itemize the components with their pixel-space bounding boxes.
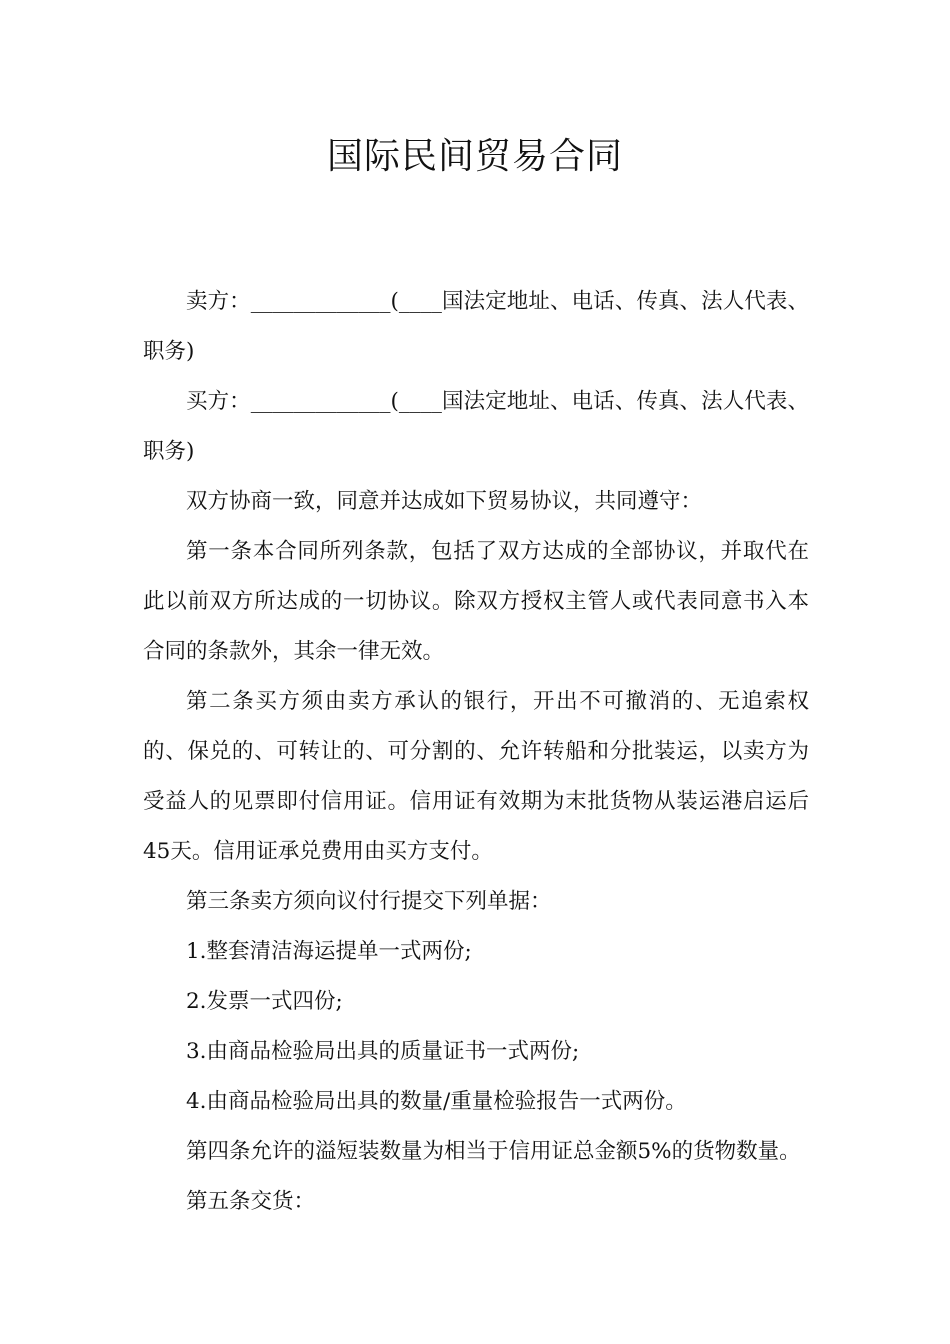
document-body — [143, 277, 809, 1227]
document-title: 国际民间贸易合同 — [326, 136, 623, 177]
article-1-paragraph: 第一条本合同所列条款，包括了双方达成的全部协议，并取代在此以前双方所达成的一切协议。除双方授权主管人或代表同意书入本合同的条款外，其余一律无效。 — [143, 539, 809, 664]
buyer-info-paragraph: 买方：_____________(____国法定地址、电话、传真、法人代表、职务) — [143, 389, 809, 464]
seller-info-paragraph: 卖方：_____________(____国法定地址、电话、传真、法人代表、职务) — [143, 289, 809, 364]
agreement-intro-paragraph: 双方协商一致，同意并达成如下贸易协议，共同遵守： — [186, 489, 703, 514]
document-list-item-4: 4.由商品检验局出具的数量/重量检验报告一式两份。 — [186, 1089, 687, 1114]
article-3-paragraph: 第三条卖方须向议付行提交下列单据： — [186, 889, 552, 914]
document-list-item-2: 2.发票一式四份; — [186, 989, 343, 1014]
document-list-item-1: 1.整套清洁海运提单一式两份; — [186, 939, 472, 964]
article-4-paragraph: 第四条允许的溢短装数量为相当于信用证总金额5%的货物数量。 — [186, 1139, 801, 1164]
document-list-item-3: 3.由商品检验局出具的质量证书一式两份; — [186, 1039, 580, 1064]
article-5-paragraph: 第五条交货： — [186, 1189, 316, 1214]
article-2-paragraph: 第二条买方须由卖方承认的银行，开出不可撤消的、无追索权的、保兑的、可转让的、可分割的、允许转船和分批装运，以卖方为受益人的见票即付信用证。信用证有效期为末批货物从装运港启运后45天。信用证承兑费用由买方支付。 — [143, 689, 809, 864]
